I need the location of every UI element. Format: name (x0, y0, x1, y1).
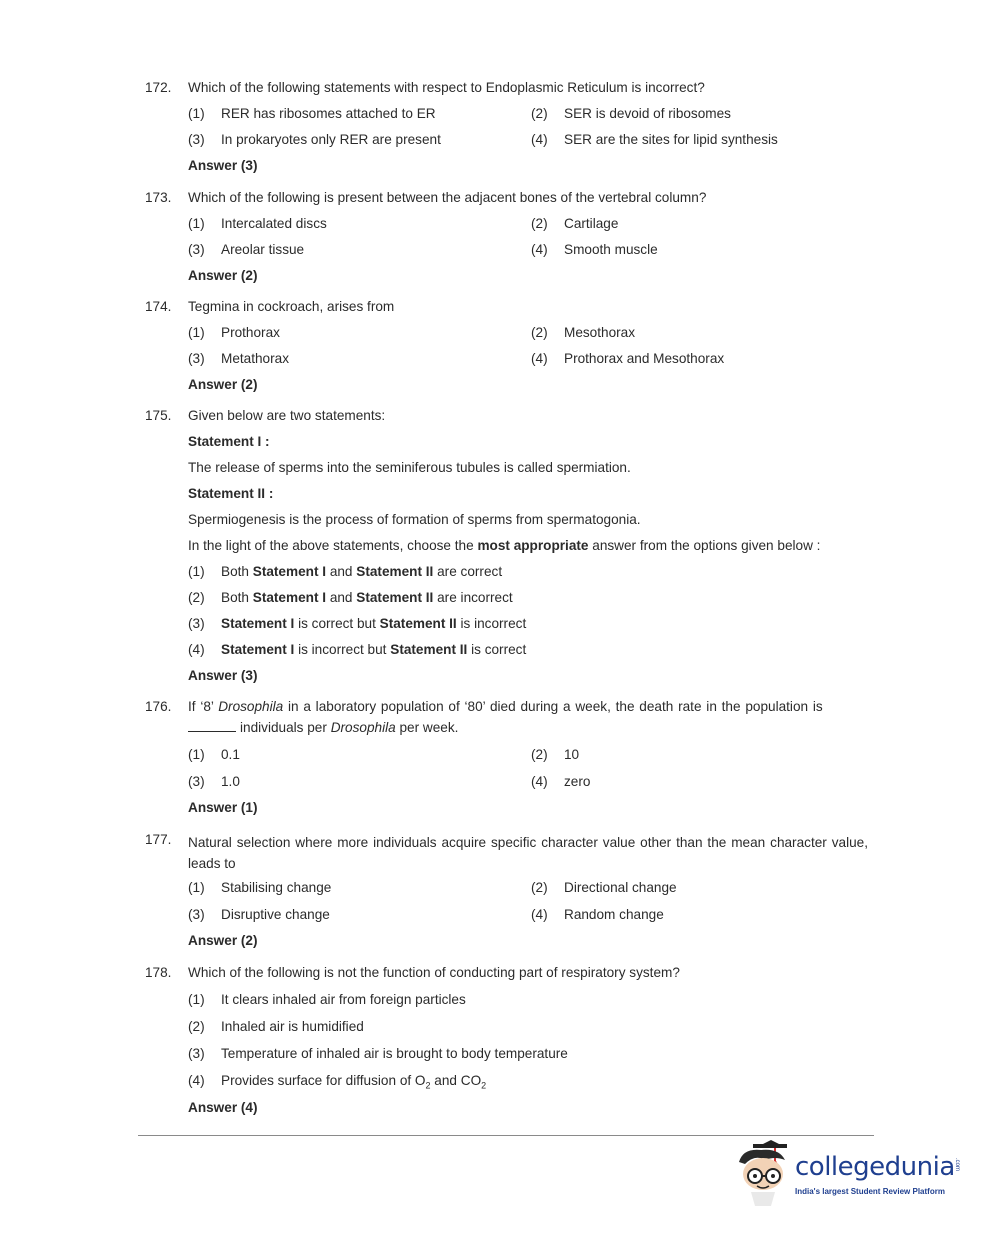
mascot-icon (733, 1140, 795, 1210)
question-number: 173. (145, 190, 172, 205)
option-3: (3) Areolar tissue (188, 242, 305, 257)
question-text: Which of the following statements with respect to Endoplasmic Reticulum is incorrect? (188, 80, 705, 95)
collegedunia-logo[interactable] (733, 1140, 963, 1210)
question-number: 175. (145, 408, 172, 423)
question-text: Given below are two statements: (188, 408, 386, 423)
answer: Answer (3) (188, 158, 258, 173)
option-2: (2) Mesothorax (531, 325, 636, 340)
question-number: 174. (145, 299, 172, 314)
option-3: (3) 1.0 (188, 774, 240, 789)
question-number: 176. (145, 699, 172, 714)
option-1: (1) 0.1 (188, 747, 240, 762)
option-1: (1) Both Statement I and Statement II are correct (188, 564, 503, 579)
option-1: (1) RER has ribosomes attached to ER (188, 106, 436, 121)
question-text: Which of the following is present between the adjacent bones of the vertebral column? (188, 190, 707, 205)
question-text-line-1: If ‘8’ Drosophila in a laboratory population of ‘80’ died during a week, the death rate in the population is (188, 699, 823, 714)
option-3: (3) Metathorax (188, 351, 290, 366)
option-3: (3) In prokaryotes only RER are present (188, 132, 441, 147)
option-3: (3) Statement I is correct but Statement II is incorrect (188, 616, 527, 631)
option-4: (4) SER are the sites for lipid synthesis (531, 132, 778, 147)
brand-tagline: India's largest Student Review Platform (795, 1187, 945, 1196)
answer: Answer (2) (188, 933, 258, 948)
option-4: (4) Random change (531, 907, 664, 922)
option-3: (3) Disruptive change (188, 907, 330, 922)
option-2: (2) Cartilage (531, 216, 619, 231)
answer: Answer (2) (188, 268, 258, 283)
option-3: (3) Temperature of inhaled air is brought to body temperature (188, 1046, 568, 1061)
option-4: (4) Statement I is incorrect but Statement II is correct (188, 642, 527, 657)
question-text: Natural selection where more individuals acquire specific character value other than the mean character value, leads to (188, 835, 868, 871)
brand-domain: .com (954, 1158, 960, 1172)
statement-2-label: Statement II : (188, 486, 274, 501)
option-2: (2) Inhaled air is humidified (188, 1019, 364, 1034)
question-number: 177. (145, 832, 172, 847)
question-text: Tegmina in cockroach, arises from (188, 299, 395, 314)
answer-blank (188, 720, 236, 732)
question-text-line-2: individuals per Drosophila per week. (188, 720, 458, 735)
option-4: (4) zero (531, 774, 591, 789)
option-1: (1) Stabilising change (188, 880, 332, 895)
option-4: (4) Provides surface for diffusion of $O_2$ and $CO_2$ (188, 1073, 487, 1091)
footer-divider (138, 1135, 874, 1136)
option-2: (2) Both Statement I and Statement II are incorrect (188, 590, 513, 605)
option-2: (2) SER is devoid of ribosomes (531, 106, 731, 121)
option-1: (1) Prothorax (188, 325, 280, 340)
statement-1-label: Statement I : (188, 434, 270, 449)
answer: Answer (1) (188, 800, 258, 815)
option-2: (2) Directional change (531, 880, 677, 895)
option-1: (1) Intercalated discs (188, 216, 327, 231)
question-text: Which of the following is not the function of conducting part of respiratory system? (188, 965, 680, 980)
option-4: (4) Prothorax and Mesothorax (531, 351, 725, 366)
question-number: 178. (145, 965, 172, 980)
option-2: (2) 10 (531, 747, 580, 762)
instruction: In the light of the above statements, choose the most appropriate answer from the options given below : (188, 538, 821, 553)
answer: Answer (4) (188, 1100, 258, 1115)
statement-1-text: The release of sperms into the seminiferous tubules is called spermiation. (188, 460, 631, 475)
brand-name: collegedunia (795, 1152, 955, 1182)
answer: Answer (2) (188, 377, 258, 392)
question-number: 172. (145, 80, 172, 95)
statement-2-text: Spermiogenesis is the process of formation of sperms from spermatogonia. (188, 512, 641, 527)
option-1: (1) It clears inhaled air from foreign particles (188, 992, 466, 1007)
answer: Answer (3) (188, 668, 258, 683)
option-4: (4) Smooth muscle (531, 242, 658, 257)
